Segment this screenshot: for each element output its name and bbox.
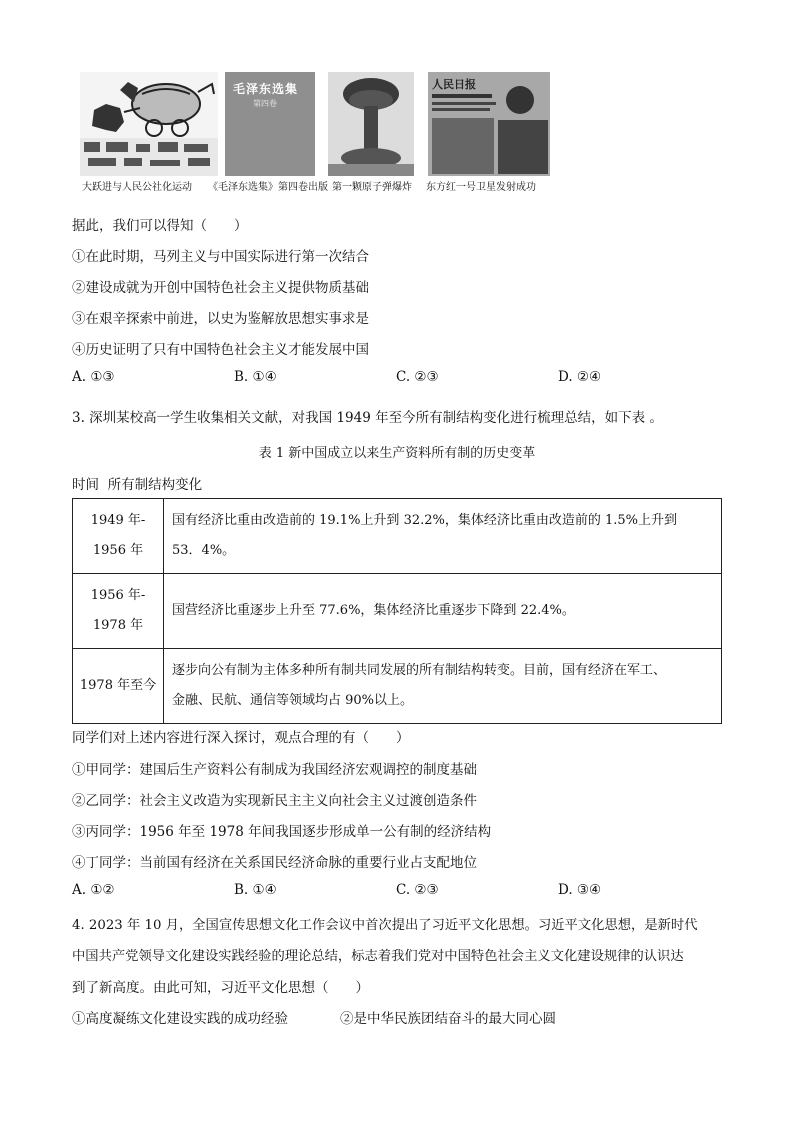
photo-dongfanghong-satellite — [428, 72, 550, 176]
time-line-1: 1978 年至今 — [79, 678, 157, 693]
caption-great-leap: 大跃进与人民公社化运动 — [82, 182, 192, 193]
photo-atomic-bomb — [328, 72, 414, 176]
q2-item-4: ④历史证明了只有中国特色社会主义才能发展中国 — [72, 342, 369, 358]
caption-atomic-bomb: 第一颗原子弹爆炸 — [332, 182, 412, 193]
time-line-1: 1949 年- — [90, 513, 146, 528]
ownership-table — [72, 498, 722, 724]
q4-item-1: ①高度凝练文化建设实践的成功经验 — [72, 1011, 288, 1027]
q3-item-2: ②乙同学：社会主义改造为实现新民主主义向社会主义过渡创造条件 — [72, 793, 477, 809]
row-content — [164, 649, 722, 724]
content-line-1: 国有经济比重由改造前的 19.1%上升到 32.2%，集体经济比重由改造前的 1.5%上升到 — [172, 513, 678, 528]
cart-illustration — [80, 72, 218, 176]
q3-option-d[interactable]: D. ③④ — [558, 882, 602, 898]
q2-option-a[interactable]: A. ①③ — [72, 369, 115, 385]
table-row — [73, 649, 722, 724]
row-time — [73, 574, 164, 649]
q3-option-b[interactable]: B. ①④ — [234, 882, 277, 898]
q4-item-2: ②是中华民族团结奋斗的最大同心圆 — [340, 1011, 556, 1027]
q3-item-4: ④丁同学：当前国有经济在关系国民经济命脉的重要行业占支配地位 — [72, 855, 477, 871]
q3-item-3: ③丙同学：1956 年至 1978 年间我国逐步形成单一公有制的经济结构 — [72, 824, 492, 840]
content-line-1: 国营经济比重逐步上升至 77.6%，集体经济比重逐步下降到 22.4%。 — [172, 603, 575, 618]
content-line-2: 金融、民航、通信等领域均占 90%以上。 — [172, 693, 414, 708]
newspaper-masthead: 人民日报 — [432, 78, 476, 91]
caption-mao-selected-works: 《毛泽东选集》第四卷出版 — [208, 182, 328, 193]
time-line-2: 1978 年 — [92, 618, 144, 633]
photo-mao-selected-works — [225, 72, 315, 176]
q4-line-1: 4. 2023 年 10 月，全国宣传思想文化工作会议中首次提出了习近平文化思想。习近平文化思想，是新时代 — [72, 918, 698, 933]
q3-ask: 同学们对上述内容进行深入探讨，观点合理的有（ ） — [72, 730, 410, 746]
q4-line-3: 到了新高度。由此可知，习近平文化思想（ ） — [72, 980, 369, 996]
q2-option-b[interactable]: B. ①④ — [234, 369, 277, 385]
row-content — [164, 574, 722, 649]
mushroom-cloud-illustration — [328, 72, 414, 176]
content-line-2: 53．4%。 — [172, 543, 236, 558]
book-subtitle: 第四卷 — [253, 99, 277, 108]
content-line-1: 逐步向公有制为主体多种所有制共同发展的所有制结构转变。目前，国有经济在军工、 — [172, 663, 667, 678]
q2-option-c[interactable]: C. ②③ — [396, 369, 439, 385]
q3-item-1: ①甲同学：建国后生产资料公有制成为我国经济宏观调控的制度基础 — [72, 762, 477, 778]
time-line-2: 1956 年 — [92, 543, 144, 558]
table-title: 表 1 新中国成立以来生产资料所有制的历史变革 — [258, 446, 536, 461]
q2-item-1: ①在此时期，马列主义与中国实际进行第一次结合 — [72, 249, 369, 265]
q3-option-c[interactable]: C. ②③ — [396, 882, 439, 898]
caption-satellite: 东方红一号卫星发射成功 — [426, 182, 536, 193]
q2-stem: 据此，我们可以得知（ ） — [72, 218, 248, 234]
time-line-1: 1956 年- — [90, 588, 146, 603]
table-header: 时间 所有制结构变化 — [72, 477, 203, 493]
book-title: 毛泽东选集 — [233, 82, 299, 96]
newspaper-illustration — [428, 72, 550, 176]
q2-item-2: ②建设成就为开创中国特色社会主义提供物质基础 — [72, 280, 369, 296]
q4-line-2: 中国共产党领导文化建设实践经验的理论总结，标志着我们党对中国特色社会主义文化建设规律的认识达 — [72, 949, 684, 964]
history-photos — [80, 72, 550, 192]
row-time — [73, 499, 164, 574]
table-row — [73, 499, 722, 574]
q2-option-d[interactable]: D. ②④ — [558, 369, 602, 385]
row-content — [164, 499, 722, 574]
table-row — [73, 574, 722, 649]
q3-stem: 3. 深圳某校高一学生收集相关文献，对我国 1949 年至今所有制结构变化进行梳理总结，如下表 。 — [72, 410, 663, 426]
q2-item-3: ③在艰辛探索中前进，以史为鉴解放思想实事求是 — [72, 311, 369, 327]
row-time — [73, 649, 164, 724]
q3-option-a[interactable]: A. ①② — [72, 882, 115, 898]
photo-great-leap — [80, 72, 218, 176]
